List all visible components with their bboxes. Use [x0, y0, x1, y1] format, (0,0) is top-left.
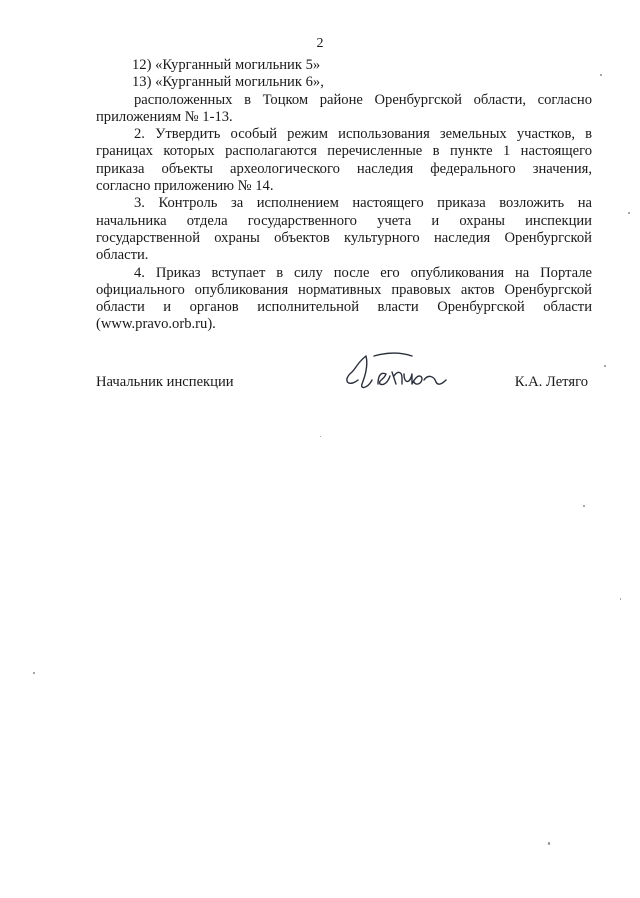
scan-speck — [620, 598, 621, 600]
paragraph-2-line-4: согласно приложению № 14. — [96, 178, 274, 195]
list-item-13: 13) «Курганный могильник 6», — [132, 74, 324, 91]
scan-speck — [583, 505, 585, 507]
paragraph-3-line-2: начальника отдела государственного учета и охраны инспекции — [96, 212, 592, 229]
scan-speck — [320, 436, 321, 437]
signatory-name: К.А. Летяго — [514, 374, 588, 390]
scan-speck — [600, 74, 602, 76]
document-body — [96, 57, 592, 334]
paragraph-3-line-1: 3. Контроль за исполнением настоящего приказа возложить на — [134, 195, 592, 212]
paragraph-4-line-4: (www.pravo.orb.ru). — [96, 316, 216, 333]
paragraph-3-line-3: государственной охраны объектов культурного наследия Оренбургской — [96, 229, 592, 246]
paragraph-2-line-3: приказа объекты археологического наследия федерального значения, — [96, 160, 592, 177]
paragraph-3-line-4: области. — [96, 247, 149, 264]
paragraph-2-line-1: 2. Утвердить особый режим использования земельных участков, в — [134, 126, 592, 143]
list-item-12: 12) «Курганный могильник 5» — [132, 57, 321, 73]
location-line-2: приложениям № 1-13. — [96, 108, 233, 125]
paragraph-4-line-3: области и органов исполнительной власти Оренбургской области — [96, 299, 592, 316]
paragraph-4-line-1: 4. Приказ вступает в силу после его опубликования на Портале — [134, 264, 592, 281]
paragraph-2-line-2: границах которых располагаются перечисленные в пункте 1 настоящего — [96, 143, 592, 160]
page-number: 2 — [316, 36, 324, 51]
signature-block — [96, 374, 592, 394]
scan-speck — [33, 672, 35, 674]
scan-speck — [548, 842, 550, 845]
paragraph-4-line-2: официального опубликования нормативных правовых актов Оренбургской — [96, 281, 592, 298]
signatory-position: Начальник инспекции — [96, 374, 234, 390]
scan-speck — [604, 365, 606, 367]
location-line-1: расположенных в Тоцком районе Оренбургской области, согласно — [134, 91, 592, 108]
handwritten-signature — [338, 350, 458, 398]
scan-speck — [628, 212, 630, 214]
